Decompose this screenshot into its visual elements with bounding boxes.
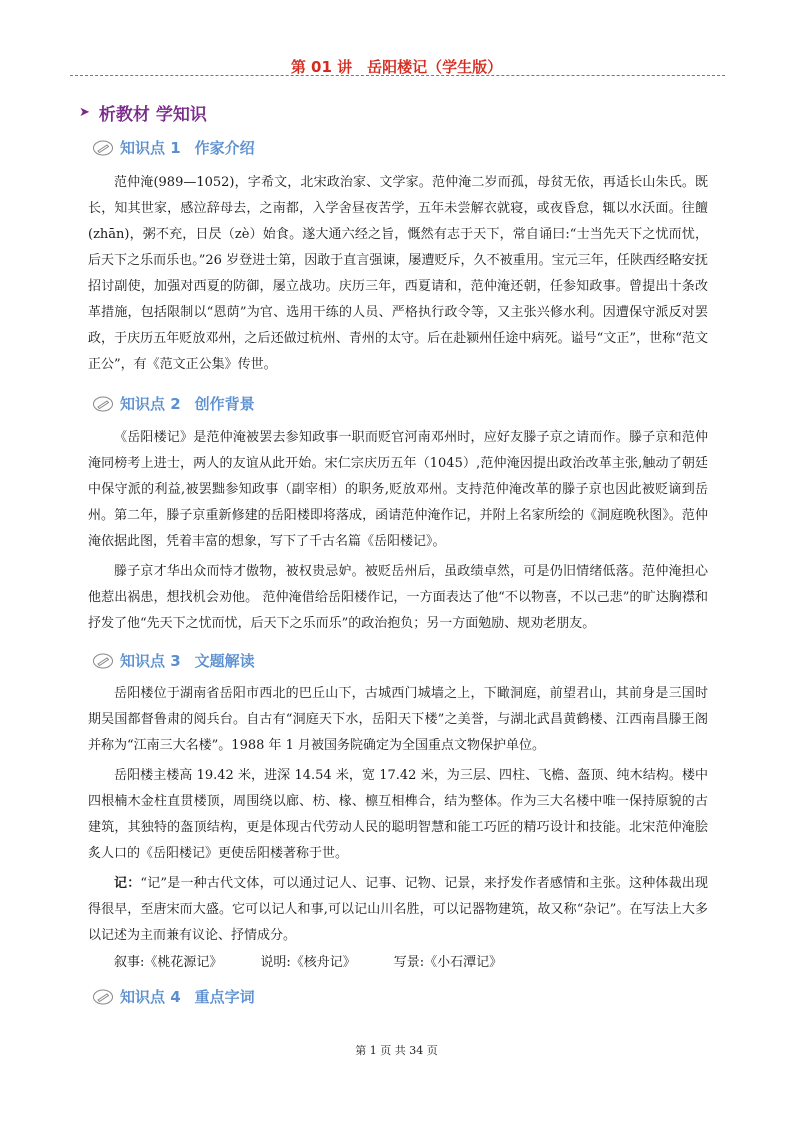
knowledge-point-title: 创作背景 bbox=[194, 395, 255, 413]
example-works-row bbox=[114, 951, 502, 970]
example-explanation: 说明:《核舟记》 bbox=[260, 955, 356, 970]
section-heading bbox=[79, 100, 207, 125]
paragraph-background-2: 滕子京才华出众而恃才傲物，被权贵忌妒。被贬岳州后，虽政绩卓然，可是仍旧情绪低落。范仲淹担心他惹出祸患，想找机会劝他。 范仲淹借给岳阳楼作记，一方面表达了他“不以物喜，不以己悲”的旷达胸襟和抒发了他“先天下之忧而忧，后天下之乐而乐”的政治抱负；另一方面勉励、规劝老朋友。 bbox=[88, 564, 708, 631]
header-divider bbox=[70, 75, 725, 76]
knowledge-point-title: 作家介绍 bbox=[194, 139, 255, 157]
example-scenery: 写景:《小石潭记》 bbox=[393, 955, 503, 970]
pencil-circle-icon bbox=[92, 140, 114, 156]
example-narrative: 叙事:《桃花源记》 bbox=[114, 955, 223, 970]
knowledge-point-heading-4 bbox=[92, 986, 255, 1007]
knowledge-point-label: 知识点 1 bbox=[120, 139, 181, 157]
paragraph-background-1: 《岳阳楼记》是范仲淹被罢去参知政事一职而贬官河南邓州时，应好友滕子京之请而作。滕子京和范仲淹同榜考上进士，两人的友谊从此开始。宋仁宗庆历五年（1045）,范仲淹因提出政治改革主张,触动了朝廷中保守派的利益,被罢黜参知政事（副宰相）的职务,贬放邓州。支持范仲淹改革的滕子京也因此被贬谪到岳州。第二年，滕子京重新修建的岳阳楼即将落成，函请范仲淹作记，并附上名家所绘的《洞庭晚秋图》。范仲淹依据此图，凭着丰富的想象，写下了千古名篇《岳阳楼记》。 bbox=[88, 430, 708, 549]
knowledge-point-title: 重点字词 bbox=[194, 988, 255, 1006]
knowledge-point-title: 文题解读 bbox=[194, 652, 255, 670]
page-footer: 第 1 页 共 34 页 bbox=[355, 1044, 438, 1057]
pencil-circle-icon bbox=[92, 989, 114, 1005]
section-title: 析教材 学知识 bbox=[98, 105, 207, 125]
knowledge-point-label: 知识点 3 bbox=[120, 652, 181, 670]
arrowhead-right-icon: ➤ bbox=[79, 105, 90, 120]
knowledge-point-heading-2 bbox=[92, 393, 255, 414]
page-header-title: 第 01 讲 岳阳楼记（学生版） bbox=[290, 58, 503, 76]
paragraph-title-2: 岳阳楼主楼高 19.42 米，进深 14.54 米，宽 17.42 米，为三层、四柱、飞檐、盔顶、纯木结构。楼中四根楠木金柱直贯楼顶，周围绕以廊、枋、椽、檩互相榫合，结为整体。作为三大名楼中唯一保持原貌的古建筑，其独特的盔顶结构，更是体现古代劳动人民的聪明智慧和能工巧匠的精巧设计和技能。北宋范仲淹脍炙人口的《岳阳楼记》更使岳阳楼著称于世。 bbox=[88, 768, 708, 861]
pencil-circle-icon bbox=[92, 396, 114, 412]
pencil-circle-icon bbox=[92, 653, 114, 669]
paragraph-author: 范仲淹(989—1052)，字希文，北宋政治家、文学家。范仲淹二岁而孤，母贫无依，再适长山朱氏。既长，知其世家，感泣辞母去，之南都，入学舍昼夜苦学，五年未尝解衣就寝，或夜昏怠，辄以水沃面。往饘(zhān)，粥不充，日昃（zè）始食。遂大通六经之旨，慨然有志于天下，常自诵曰:“士当先天下之忧而忧，后天下之乐而乐也。”26 岁登进士第，因敢于直言强谏，屡遭贬斥，久不被重用。宝元三年，任陕西经略安抚招讨副使，加强对西夏的防御，屡立战功。庆历三年，西夏请和，范仲淹还朝，任参知政事。曾提出十条改革措施，包括限制以“恩荫”为官、选用干练的人员、严格执行政令等，又主张兴修水利。因遭保守派反对罢政，于庆历五年贬放邓州，之后还做过杭州、青州的太守。后在赴颍州任途中病死。谥号“文正”，世称“范文正公”，有《范文正公集》传世。 bbox=[88, 175, 708, 372]
ji-term: 记： bbox=[114, 876, 141, 891]
knowledge-point-heading-1 bbox=[92, 137, 255, 158]
knowledge-point-heading-3 bbox=[92, 650, 255, 671]
ji-text: “记”是一种古代文体，可以通过记人、记事、记物、记景，来抒发作者感情和主张。这种体裁出现得很早，至唐宋而大盛。它可以记人和事,可以记山川名胜，可以记器物建筑，故又称“杂记”。在写法上大多以记述为主而兼有议论、抒情成分。 bbox=[88, 876, 708, 943]
knowledge-point-label: 知识点 4 bbox=[120, 988, 181, 1006]
knowledge-point-label: 知识点 2 bbox=[120, 395, 181, 413]
paragraph-ji-definition bbox=[88, 871, 708, 949]
paragraph-title-1: 岳阳楼位于湖南省岳阳市西北的巴丘山下，古城西门城墙之上，下瞰洞庭，前望君山，其前身是三国时期吴国都督鲁肃的阅兵台。自古有“洞庭天下水，岳阳天下楼”之美誉，与湖北武昌黄鹤楼、江西南昌滕王阁并称为“江南三大名楼”。1988 年 1 月被国务院确定为全国重点文物保护单位。 bbox=[88, 686, 708, 753]
